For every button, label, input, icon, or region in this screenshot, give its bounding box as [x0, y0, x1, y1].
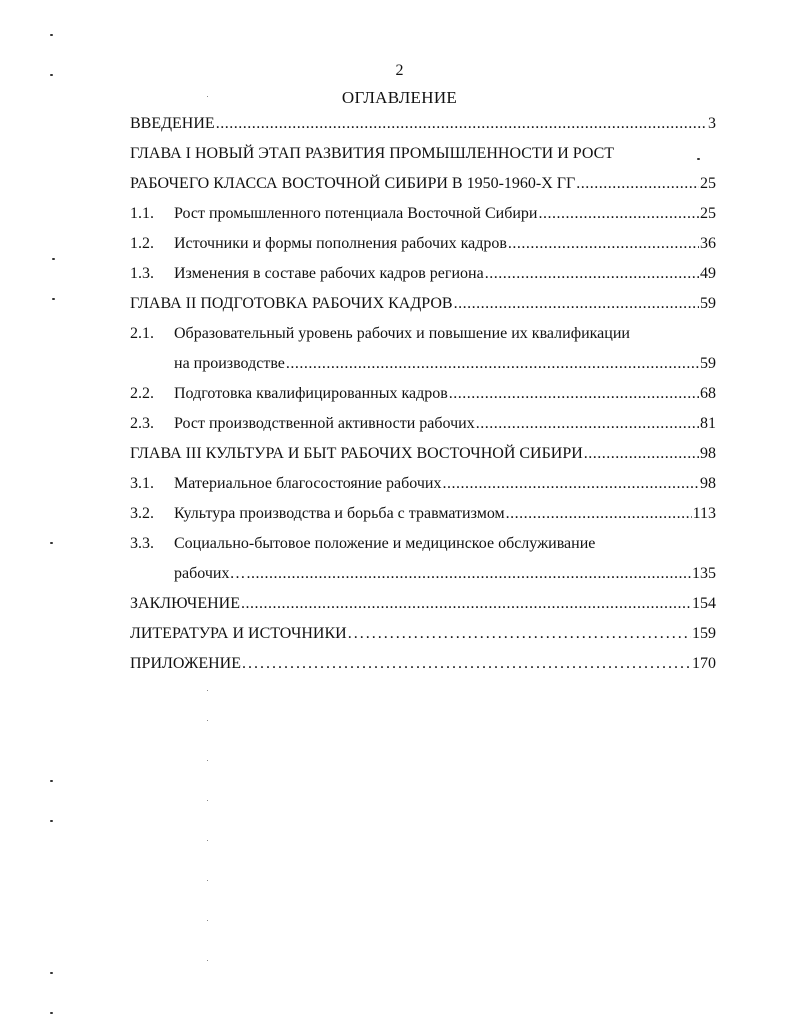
toc-entry-title: Рост промышленного потенциала Восточной Сибири: [174, 205, 538, 222]
toc-entry-page: 25: [700, 175, 716, 192]
toc-entry-chapter-1-line-2[interactable]: [130, 175, 716, 201]
toc-entry-title: Социально-бытовое положение и медицинское обслуживание: [174, 535, 596, 552]
toc-entry-page: 68: [700, 385, 716, 402]
leader-dots: [576, 175, 699, 193]
scan-dot: [207, 840, 208, 841]
toc-entry-3-1[interactable]: [130, 475, 716, 501]
toc-entry-2-1-line-2[interactable]: [174, 355, 716, 381]
scan-dot: [207, 96, 208, 97]
toc-entry-number: 2.2.: [130, 385, 154, 402]
toc-entry-page: 98: [700, 445, 716, 462]
toc-entry-2-2[interactable]: [130, 385, 716, 411]
scan-dot: [207, 800, 208, 801]
toc-entry-number: 3.1.: [130, 475, 154, 492]
toc-entry-number: 3.2.: [130, 505, 154, 522]
scan-dot: [207, 880, 208, 881]
toc-entry-number: 2.1.: [130, 325, 154, 342]
toc-entry-title: ВВЕДЕНИЕ: [130, 115, 215, 132]
toc-entry-title: рабочих…: [174, 565, 246, 582]
toc-entry-title: Образовательный уровень рабочих и повышение их квалификации: [174, 325, 630, 342]
leader-dots: [508, 235, 699, 253]
leader-dots: [584, 445, 699, 463]
leader-dots: [241, 595, 691, 613]
toc-entry-chapter-3[interactable]: [130, 445, 716, 471]
toc-entry-page: 59: [700, 295, 716, 312]
toc-entry-introduction[interactable]: [130, 115, 716, 141]
toc-entry-chapter-1-line-1[interactable]: [130, 145, 716, 171]
toc-entry-1-1[interactable]: [130, 205, 716, 231]
toc-entry-page: 81: [700, 415, 716, 432]
toc-entry-title: Культура производства и борьба с травматизмом: [174, 505, 505, 522]
toc-entry-3-2[interactable]: [130, 505, 716, 531]
toc-entry-3-3-line-2[interactable]: [174, 565, 716, 591]
leader-dots: [539, 205, 700, 223]
leader-dots: [454, 295, 699, 313]
toc-entry-number: 2.3.: [130, 415, 154, 432]
scan-speck: [50, 542, 53, 544]
toc-entry-page: 170: [692, 655, 716, 672]
toc-entry-number: 1.1.: [130, 205, 154, 222]
leader-dots: [476, 415, 699, 433]
toc-entry-number: 3.3.: [130, 535, 154, 552]
scan-speck: [50, 972, 53, 974]
leader-dots: [246, 565, 691, 583]
toc-heading: ОГЛАВЛЕНИЕ: [341, 88, 458, 107]
toc-entry-title: ГЛАВА III КУЛЬТУРА И БЫТ РАБОЧИХ ВОСТОЧНОЙ СИБИРИ: [130, 445, 583, 462]
leader-dots: [348, 625, 691, 643]
toc-entry-title: ЛИТЕРАТУРА И ИСТОЧНИКИ: [130, 625, 347, 642]
toc-entry-title: Рост производственной активности рабочих: [174, 415, 475, 432]
toc-entry-page: 49: [700, 265, 716, 282]
toc-entry-title: Источники и формы пополнения рабочих кадров: [174, 235, 507, 252]
toc-entry-1-3[interactable]: [130, 265, 716, 291]
toc-entry-title: на производстве: [174, 355, 285, 372]
toc-entry-title: Изменения в составе рабочих кадров региона: [174, 265, 484, 282]
scan-dot: [207, 920, 208, 921]
leader-dots: [286, 355, 699, 373]
toc-entry-2-1-line-1[interactable]: [130, 325, 716, 351]
leader-dots: [242, 655, 691, 673]
toc-entry-chapter-2[interactable]: [130, 295, 716, 321]
toc-entry-title: ГЛАВА I НОВЫЙ ЭТАП РАЗВИТИЯ ПРОМЫШЛЕННОСТИ И РОСТ: [130, 145, 615, 162]
toc-entry-title: ПРИЛОЖЕНИЕ: [130, 655, 242, 672]
scan-speck: [50, 820, 53, 822]
toc-entry-page: 154: [692, 595, 716, 612]
leader-dots: [506, 505, 692, 523]
toc-entry-page: 135: [692, 565, 716, 582]
toc-entry-title: ГЛАВА II ПОДГОТОВКА РАБОЧИХ КАДРОВ: [130, 295, 453, 312]
toc-entry-title: Подготовка квалифицированных кадров: [174, 385, 448, 402]
scan-speck: [52, 258, 55, 260]
page-number: 2: [395, 62, 404, 79]
toc-entry-page: 98: [700, 475, 716, 492]
toc-entry-page: 3: [708, 115, 716, 132]
scan-speck: [50, 780, 53, 782]
toc-entry-appendix[interactable]: [130, 655, 716, 681]
toc-entry-page: 36: [700, 235, 716, 252]
toc-entry-page: 59: [700, 355, 716, 372]
toc-entry-page: 113: [692, 505, 716, 522]
toc-entry-1-2[interactable]: [130, 235, 716, 261]
scan-dot: [207, 960, 208, 961]
toc-entry-literature[interactable]: [130, 625, 716, 651]
scan-dot: [207, 760, 208, 761]
toc-entry-number: 1.3.: [130, 265, 154, 282]
scan-dot: [207, 690, 208, 691]
scan-speck: [697, 158, 700, 160]
scan-speck: [50, 1012, 53, 1014]
leader-dots: [485, 265, 699, 283]
scan-speck: [50, 34, 53, 36]
toc-entry-conclusion[interactable]: [130, 595, 716, 621]
toc-entry-2-3[interactable]: [130, 415, 716, 441]
toc-entry-3-3-line-1[interactable]: [130, 535, 716, 561]
leader-dots: [442, 475, 699, 493]
toc-entry-number: 1.2.: [130, 235, 154, 252]
scan-dot: [207, 720, 208, 721]
leader-dots: [449, 385, 699, 403]
toc-entry-title: РАБОЧЕГО КЛАССА ВОСТОЧНОЙ СИБИРИ В 1950-1960-Х ГГ: [130, 175, 576, 192]
scan-speck: [52, 298, 55, 300]
scan-speck: [50, 74, 53, 76]
leader-dots: [216, 115, 707, 133]
toc-entry-title: Материальное благосостояние рабочих: [174, 475, 442, 492]
toc-entry-page: 159: [692, 625, 716, 642]
toc-entry-page: 25: [700, 205, 716, 222]
toc-entry-title: ЗАКЛЮЧЕНИЕ: [130, 595, 240, 612]
